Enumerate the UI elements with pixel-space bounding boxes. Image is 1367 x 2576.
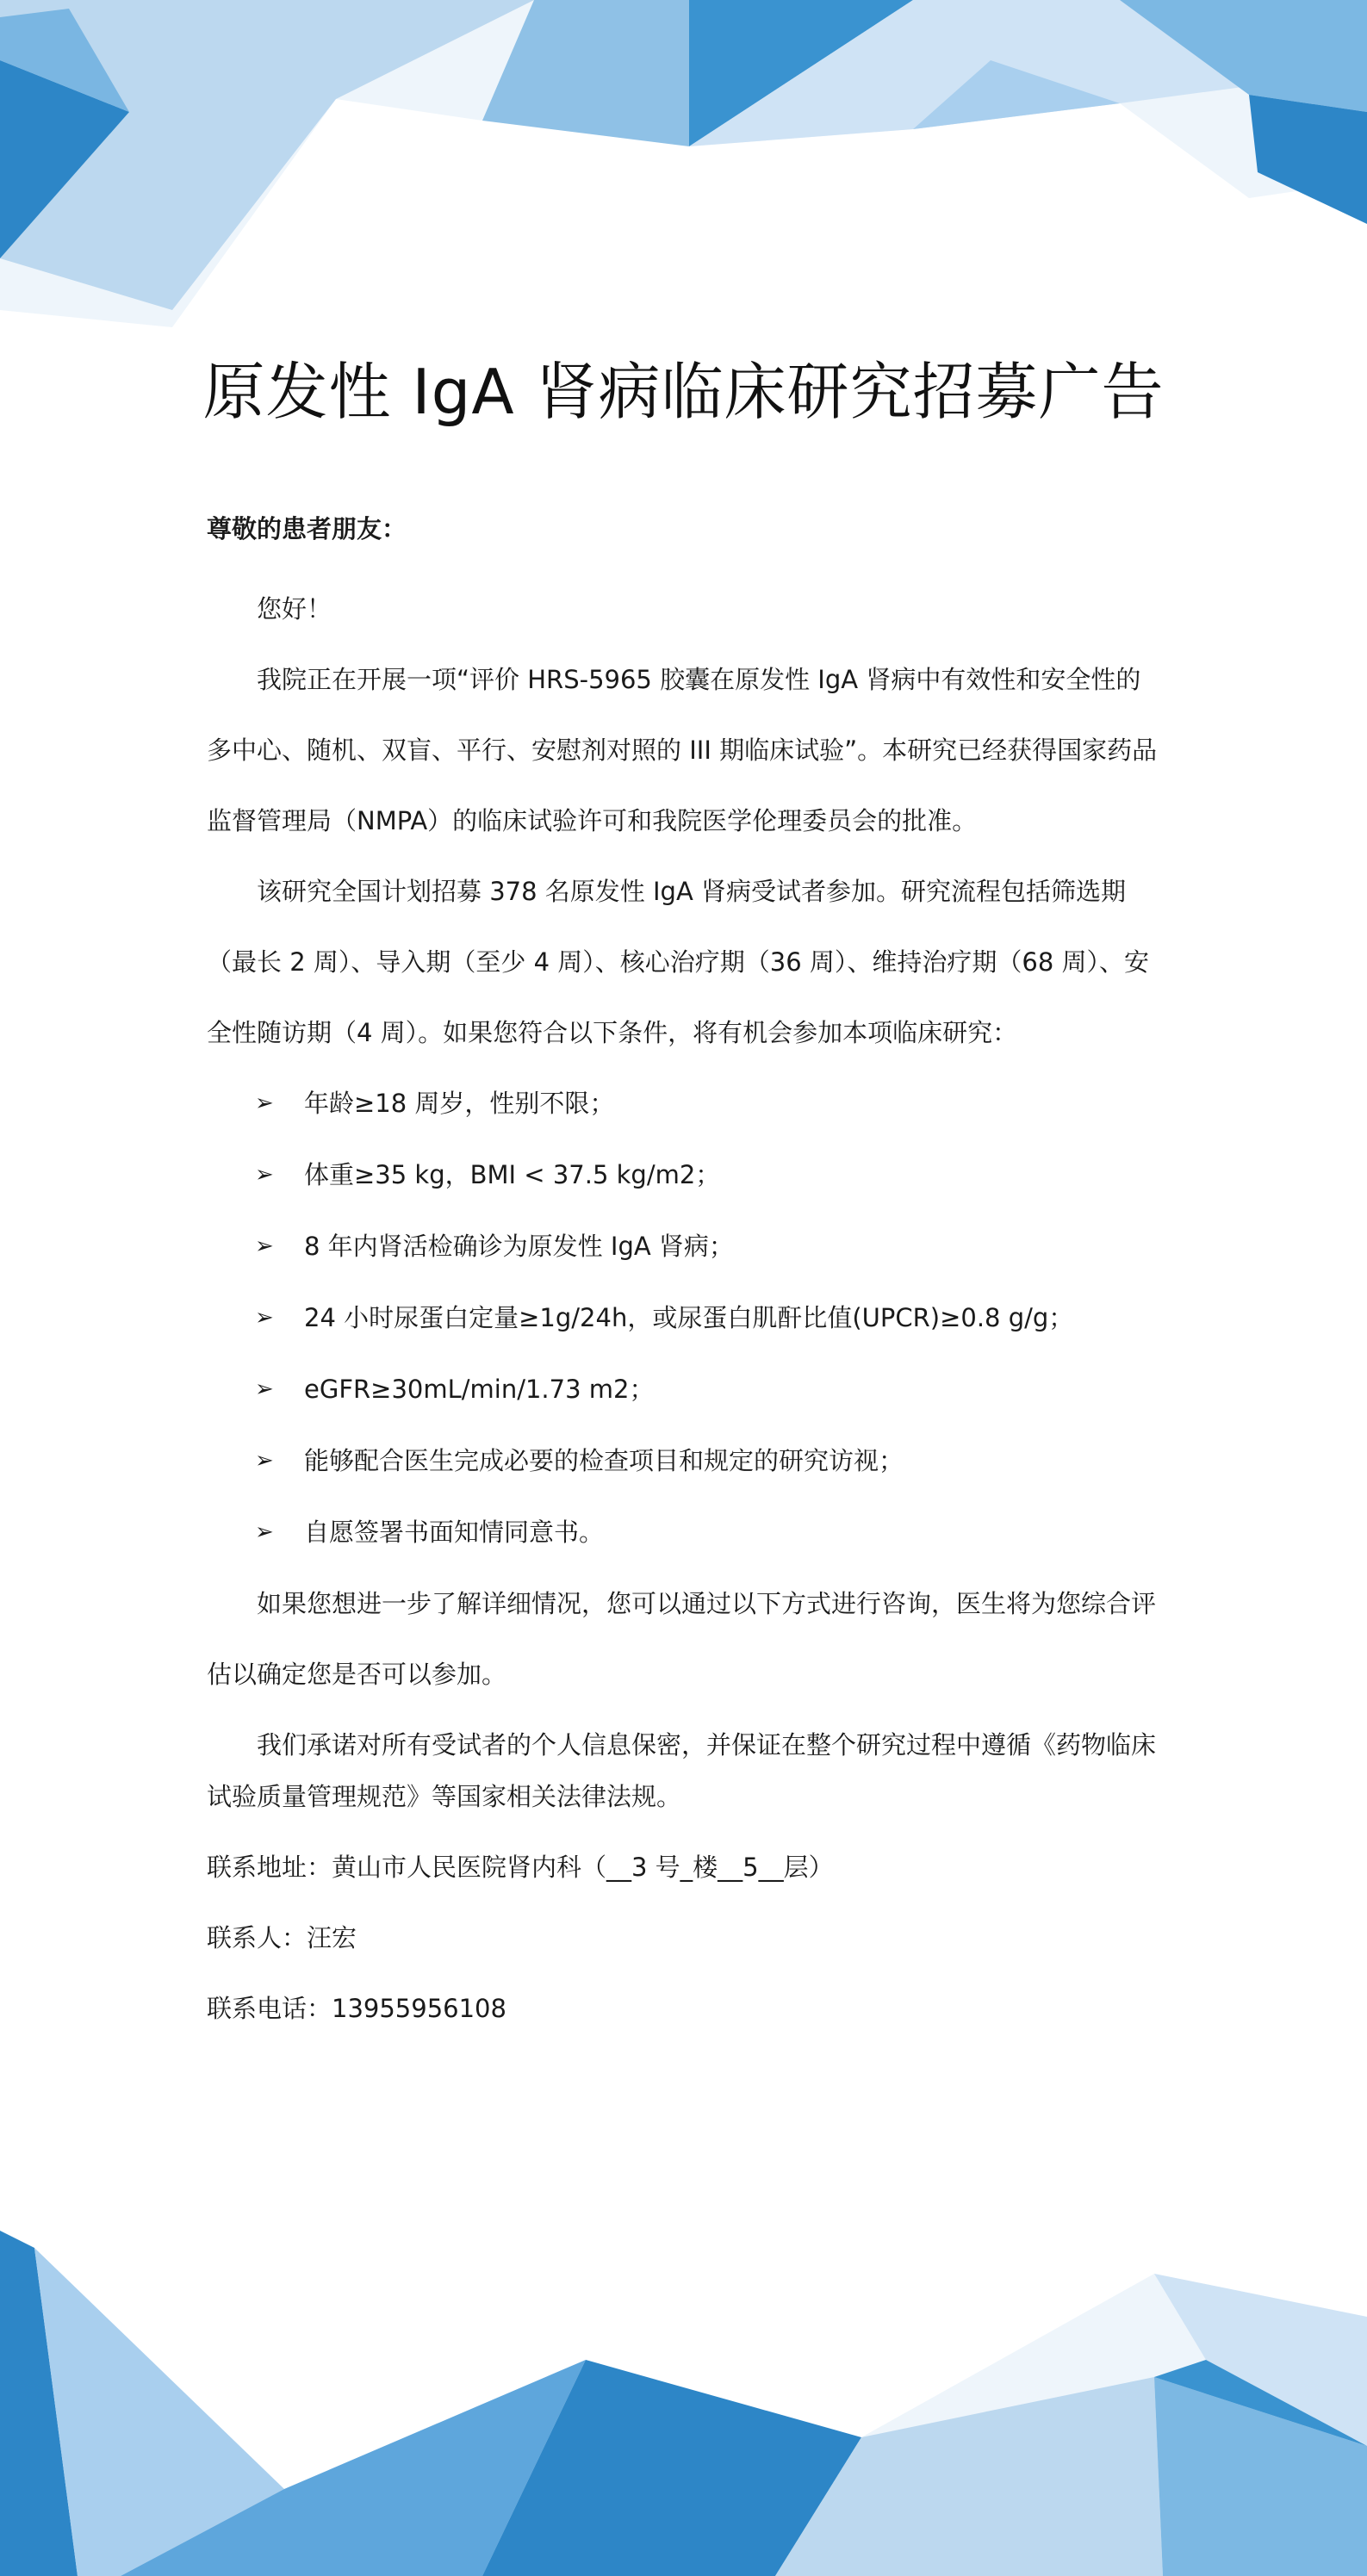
list-item [207, 1354, 1163, 1425]
list-item [207, 1425, 1163, 1497]
privacy-paragraph: 我们承诺对所有受试者的个人信息保密，并保证在整个研究过程中遵循《药物临床试验质量管理规范》等国家相关法律法规。 [207, 1730, 1157, 1811]
contact-phone: 联系电话：13955956108 [207, 1994, 506, 2023]
arrow-icon: ➢ [255, 1233, 274, 1259]
hello-paragraph: 您好！ [257, 594, 332, 624]
list-item [207, 1068, 1163, 1139]
criterion-text: 24 小时尿蛋白定量≥1g/24h，或尿蛋白肌酐比值(UPCR)≥0.8 g/g； [304, 1303, 1074, 1332]
arrow-icon: ➢ [255, 1376, 274, 1402]
intro-paragraph: 我院正在开展一项“评价 HRS-5965 胶囊在原发性 IgA 肾病中有效性和安全性的多中心、随机、双盲、平行、安慰剂对照的 III 期临床试验”。本研究已经获得国家药品监督管理局（NMPA）的临床试验许可和我院医学伦理委员会的批准。 [207, 665, 1158, 835]
letter-body [207, 503, 1163, 2044]
consult-paragraph: 如果您想进一步了解详细情况，您可以通过以下方式进行咨询，医生将为您综合评估以确定您是否可以参加。 [207, 1589, 1157, 1689]
contact-address: 联系地址：黄山市人民医院肾内科（__3 号_楼__5__层） [207, 1853, 834, 1882]
list-item [207, 1282, 1163, 1354]
criterion-text: 8 年内肾活检确诊为原发性 IgA 肾病； [304, 1232, 734, 1261]
page-title: 原发性 IgA 肾病临床研究招募广告 [202, 356, 1165, 428]
arrow-icon: ➢ [255, 1162, 274, 1188]
arrow-icon: ➢ [255, 1305, 274, 1331]
criterion-text: 能够配合医生完成必要的检查项目和规定的研究访视； [304, 1446, 904, 1475]
greeting: 尊敬的患者朋友： [207, 514, 407, 543]
list-item [207, 1497, 1163, 1568]
arrow-icon: ➢ [255, 1448, 274, 1474]
criterion-text: 体重≥35 kg，BMI < 37.5 kg/m2； [304, 1160, 721, 1189]
contact-person: 联系人：汪宏 [207, 1923, 357, 1952]
eligibility-list [207, 1068, 1163, 1568]
arrow-icon: ➢ [255, 1090, 274, 1116]
list-item [207, 1211, 1163, 1282]
criterion-text: 年龄≥18 周岁，性别不限； [304, 1089, 615, 1118]
arrow-icon: ➢ [255, 1519, 274, 1545]
criterion-text: 自愿签署书面知情同意书。 [304, 1518, 605, 1547]
top-decorative-banner [0, 0, 1367, 345]
plan-paragraph: 该研究全国计划招募 378 名原发性 IgA 肾病受试者参加。研究流程包括筛选期（最长 2 周）、导入期（至少 4 周）、核心治疗期（36 周）、维持治疗期（68 周）、安全性随访期（4 周）。如果您符合以下条件，将有机会参加本项临床研究： [207, 877, 1150, 1047]
criterion-text: eGFR≥30mL/min/1.73 m2； [304, 1375, 655, 1404]
bottom-decorative-banner [0, 2231, 1367, 2576]
list-item [207, 1139, 1163, 1211]
